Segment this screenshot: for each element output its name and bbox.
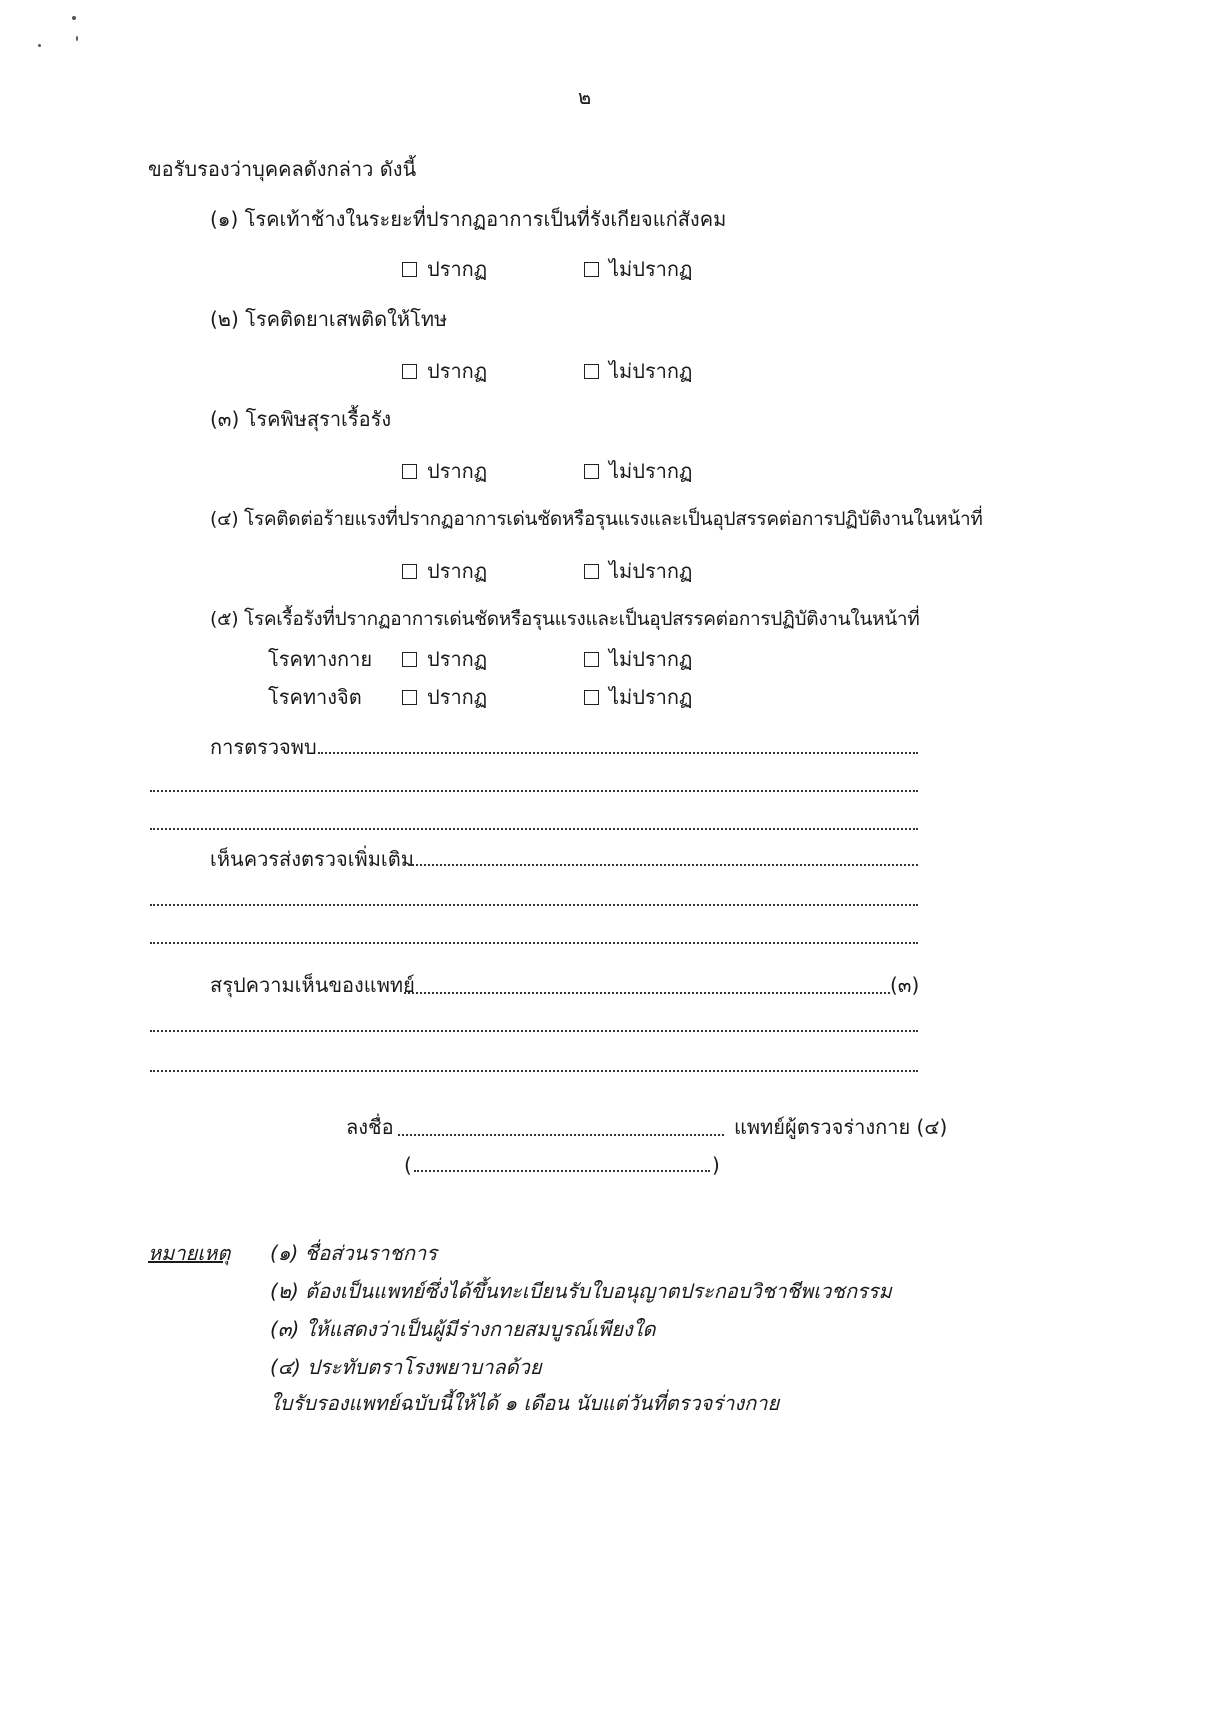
summary-line[interactable] (150, 1030, 918, 1032)
checkbox[interactable] (584, 364, 599, 379)
sign-role: แพทย์ผู้ตรวจร่างกาย (๔) (734, 1115, 948, 1139)
findings-line[interactable] (150, 790, 918, 792)
checkbox[interactable] (584, 464, 599, 479)
name-close-paren: ) (712, 1153, 720, 1177)
item-5-physical-label: โรคทางกาย (268, 647, 373, 671)
name-line[interactable] (414, 1170, 710, 1172)
item-1-present-option[interactable]: ปรากฏ (402, 256, 487, 282)
checkbox[interactable] (402, 690, 417, 705)
scan-speck (76, 36, 78, 41)
item-4-absent-option[interactable]: ไม่ปรากฏ (584, 558, 692, 584)
item-5-physical-present-option[interactable]: ปรากฏ (402, 646, 487, 672)
intro-text: ขอรับรองว่าบุคคลดังกล่าว ดังนี้ (148, 157, 417, 181)
checkbox[interactable] (584, 564, 599, 579)
summary-line[interactable] (150, 1070, 918, 1072)
item-5-mental-label: โรคทางจิต (268, 685, 362, 709)
checkbox[interactable] (584, 690, 599, 705)
note-4: (๔) ประทับตราโรงพยาบาลด้วย (270, 1355, 542, 1379)
note-3: (๓) ให้แสดงว่าเป็นผู้มีร่างกายสมบูรณ์เพียงใด (270, 1317, 656, 1341)
checkbox[interactable] (402, 364, 417, 379)
findings-line[interactable] (318, 752, 918, 754)
item-2-label: (๒) โรคติดยาเสพติดให้โทษ (210, 307, 448, 331)
page-number: ๒ (578, 85, 592, 109)
signature-line[interactable] (398, 1134, 724, 1136)
note-validity: ใบรับรองแพทย์ฉบับนี้ให้ได้ ๑ เดือน นับแต่วันที่ตรวจร่างกาย (270, 1391, 780, 1415)
item-5-mental-present-option[interactable]: ปรากฏ (402, 684, 487, 710)
summary-label: สรุปความเห็นของแพทย์ (210, 973, 415, 997)
note-1: (๑) ชื่อส่วนราชการ (270, 1241, 437, 1265)
item-2-present-option[interactable]: ปรากฏ (402, 358, 487, 384)
checkbox[interactable] (402, 564, 417, 579)
name-open-paren: ( (404, 1153, 412, 1177)
sign-label: ลงชื่อ (346, 1115, 394, 1139)
further-exam-line[interactable] (408, 864, 918, 866)
item-1-label: (๑) โรคเท้าช้างในระยะที่ปรากฏอาการเป็นที่รังเกียจแก่สังคม (210, 207, 727, 231)
note-2: (๒) ต้องเป็นแพทย์ซึ่งได้ขึ้นทะเบียนรับใบอนุญาตประกอบวิชาชีพเวชกรรม (270, 1279, 892, 1303)
item-5-physical-absent-option[interactable]: ไม่ปรากฏ (584, 646, 692, 672)
item-3-present-option[interactable]: ปรากฏ (402, 458, 487, 484)
item-5-mental-absent-option[interactable]: ไม่ปรากฏ (584, 684, 692, 710)
scan-speck (38, 44, 41, 47)
findings-line[interactable] (150, 828, 918, 830)
checkbox[interactable] (402, 464, 417, 479)
checkbox[interactable] (402, 262, 417, 277)
checkbox[interactable] (402, 652, 417, 667)
further-exam-line[interactable] (150, 942, 918, 944)
item-1-absent-option[interactable]: ไม่ปรากฏ (584, 256, 692, 282)
item-2-absent-option[interactable]: ไม่ปรากฏ (584, 358, 692, 384)
item-4-label: (๔) โรคติดต่อร้ายแรงที่ปรากฏอาการเด่นชัดหรือรุนแรงและเป็นอุปสรรคต่อการปฏิบัติงานในหน้าที่ (210, 508, 983, 530)
further-exam-label: เห็นควรส่งตรวจเพิ่มเติม (210, 847, 414, 871)
further-exam-line[interactable] (150, 904, 918, 906)
item-5-label: (๕) โรคเรื้อรังที่ปรากฏอาการเด่นชัดหรือรุนแรงและเป็นอุปสรรคต่อการปฏิบัติงานในหน้าที่ (210, 608, 920, 630)
scan-speck (72, 16, 76, 20)
checkbox[interactable] (584, 262, 599, 277)
item-3-absent-option[interactable]: ไม่ปรากฏ (584, 458, 692, 484)
summary-ref: (๓) (890, 973, 920, 997)
findings-label: การตรวจพบ (210, 735, 317, 759)
summary-line[interactable] (404, 992, 890, 994)
notes-title: หมายเหตุ (148, 1241, 231, 1265)
item-4-present-option[interactable]: ปรากฏ (402, 558, 487, 584)
checkbox[interactable] (584, 652, 599, 667)
item-3-label: (๓) โรคพิษสุราเรื้อรัง (210, 407, 392, 431)
